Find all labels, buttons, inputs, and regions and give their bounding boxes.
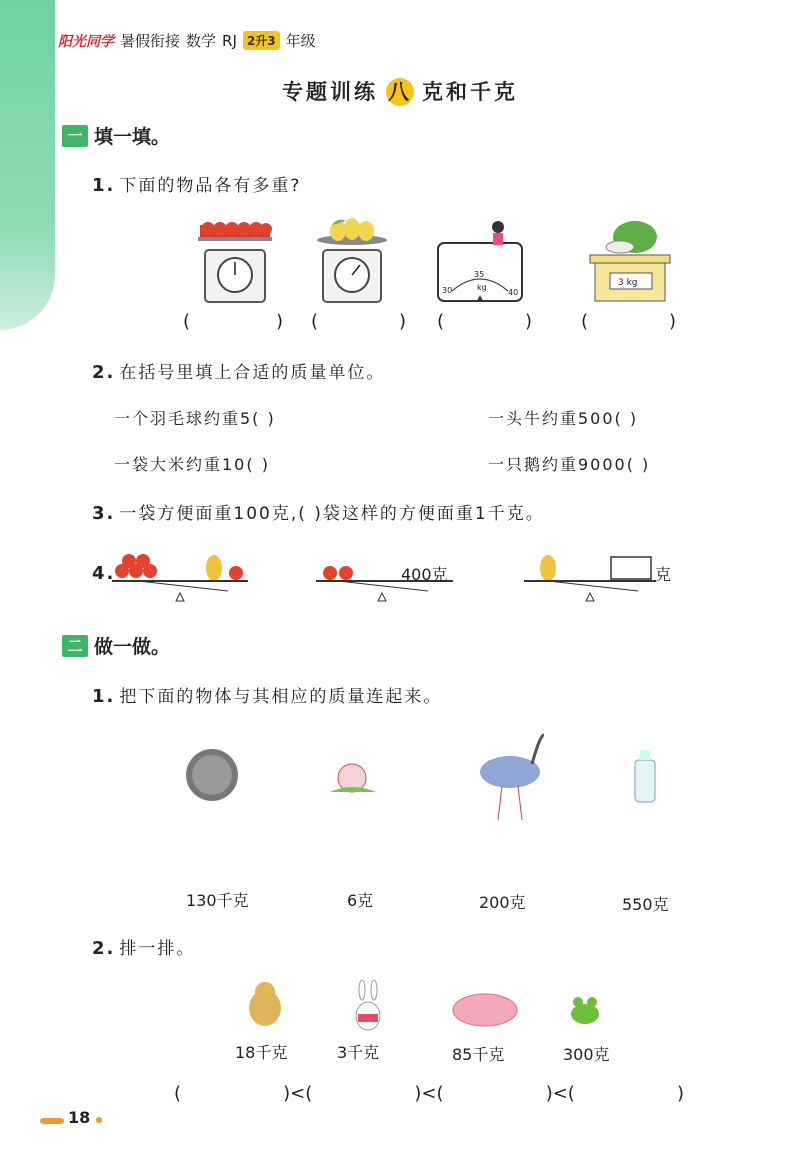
footer-dot (96, 1117, 102, 1123)
order-slot-2[interactable]: )<( (271, 1083, 313, 1104)
dial-unit: kg (477, 283, 487, 292)
question-text: 在括号里填上合适的质量单位。 (119, 363, 386, 383)
corner-decoration (0, 0, 55, 330)
pear-scale-icon (317, 218, 387, 302)
animal-weight-dog: 18千克 (235, 1043, 288, 1062)
section-number: 二 (62, 635, 88, 657)
answer-blank-4[interactable]: ( ) (581, 311, 676, 332)
peach-icon (330, 764, 376, 792)
q2-item-3: 一袋大米约重10( ) (114, 455, 270, 474)
question-d1 (92, 682, 442, 707)
brand-logo: 阳光同学 (58, 33, 114, 50)
weight-option-550g: 550克 (622, 895, 669, 914)
weight-option-6g: 6克 (347, 891, 374, 910)
question-3 (92, 499, 545, 524)
ordering-blanks[interactable] (174, 1083, 684, 1104)
question-number: 2. (92, 362, 116, 383)
section-label: 做一做。 (94, 636, 171, 658)
d2-animals (240, 978, 620, 1038)
dial-num-40: 40 (508, 288, 519, 297)
balance-1-icon (112, 554, 248, 601)
question-text: 下面的物品各有多重? (119, 176, 302, 196)
question-number: 3. (92, 503, 116, 524)
grade-suffix: 年级 (285, 32, 316, 50)
q4-balances (108, 543, 678, 608)
question-number: 1. (92, 175, 116, 196)
question-1 (92, 171, 301, 196)
section-label: 填一填。 (94, 126, 171, 148)
q2-item-2: 一头牛约重500( ) (488, 409, 639, 428)
q2-item-4: 一只鹅约重9000( ) (488, 455, 651, 474)
edition-label: RJ (222, 31, 237, 50)
dial-num-30: 30 (442, 286, 453, 295)
weight-option-200g: 200克 (479, 893, 526, 912)
body-scale-icon (438, 221, 522, 301)
order-slot-end[interactable]: ) (665, 1083, 684, 1104)
section-number: 一 (62, 125, 88, 147)
question-2 (92, 358, 385, 383)
question-text: 一袋方便面重100克,( )袋这样的方便面重1千克。 (119, 504, 545, 524)
ostrich-icon (480, 735, 544, 820)
weight-label-400g: 400克 (401, 565, 448, 584)
tomato-scale-icon (198, 222, 272, 302)
answer-blank-3[interactable]: ( ) (437, 311, 532, 332)
unit-label: 克 (655, 565, 672, 584)
series-label: 暑假衔接 (120, 32, 181, 50)
answer-blank-2[interactable]: ( ) (311, 311, 406, 332)
page-number: 18 (68, 1108, 91, 1127)
animal-weight-frog: 300克 (563, 1045, 610, 1064)
section-heading-1 (62, 122, 170, 149)
d1-objects (180, 730, 670, 830)
rabbit-icon (356, 980, 380, 1030)
dog-icon (249, 982, 281, 1026)
scale-reading: 3 kg (618, 278, 638, 288)
section-heading-2 (62, 632, 170, 659)
subject-label: 数学 (186, 32, 217, 50)
coin-icon (186, 749, 238, 801)
weight-option-130kg: 130千克 (186, 891, 249, 910)
question-d2 (92, 934, 195, 959)
q1-illustrations (190, 215, 690, 310)
page-title (0, 76, 800, 106)
dial-num-35: 35 (474, 270, 485, 279)
question-text: 排一排。 (119, 939, 196, 959)
balance-3-icon (524, 555, 656, 601)
q2-item-1: 一个羽毛球约重5( ) (114, 409, 276, 428)
pig-icon (453, 994, 517, 1026)
footer-bar (40, 1118, 64, 1124)
page-header (58, 30, 316, 51)
title-suffix: 克和千克 (422, 80, 518, 104)
order-slot-1[interactable]: ( (174, 1083, 182, 1104)
answer-blank-1[interactable]: ( ) (183, 311, 283, 332)
title-prefix: 专题训练 (282, 80, 378, 104)
question-text: 把下面的物体与其相应的质量连起来。 (119, 687, 443, 707)
animal-weight-pig: 85千克 (452, 1045, 505, 1064)
vegetable-scale-icon (590, 221, 670, 301)
question-number: 4. (92, 563, 116, 584)
animal-weight-rabbit: 3千克 (337, 1043, 380, 1062)
order-slot-4[interactable]: )<( (534, 1083, 575, 1104)
frog-icon (571, 997, 599, 1024)
order-slot-3[interactable]: )<( (402, 1083, 444, 1104)
grade-badge: 2升3 (243, 31, 280, 50)
question-number: 2. (92, 938, 116, 959)
title-number-badge: 八 (388, 80, 412, 104)
question-number: 1. (92, 686, 116, 707)
water-bottle-icon (635, 750, 655, 802)
